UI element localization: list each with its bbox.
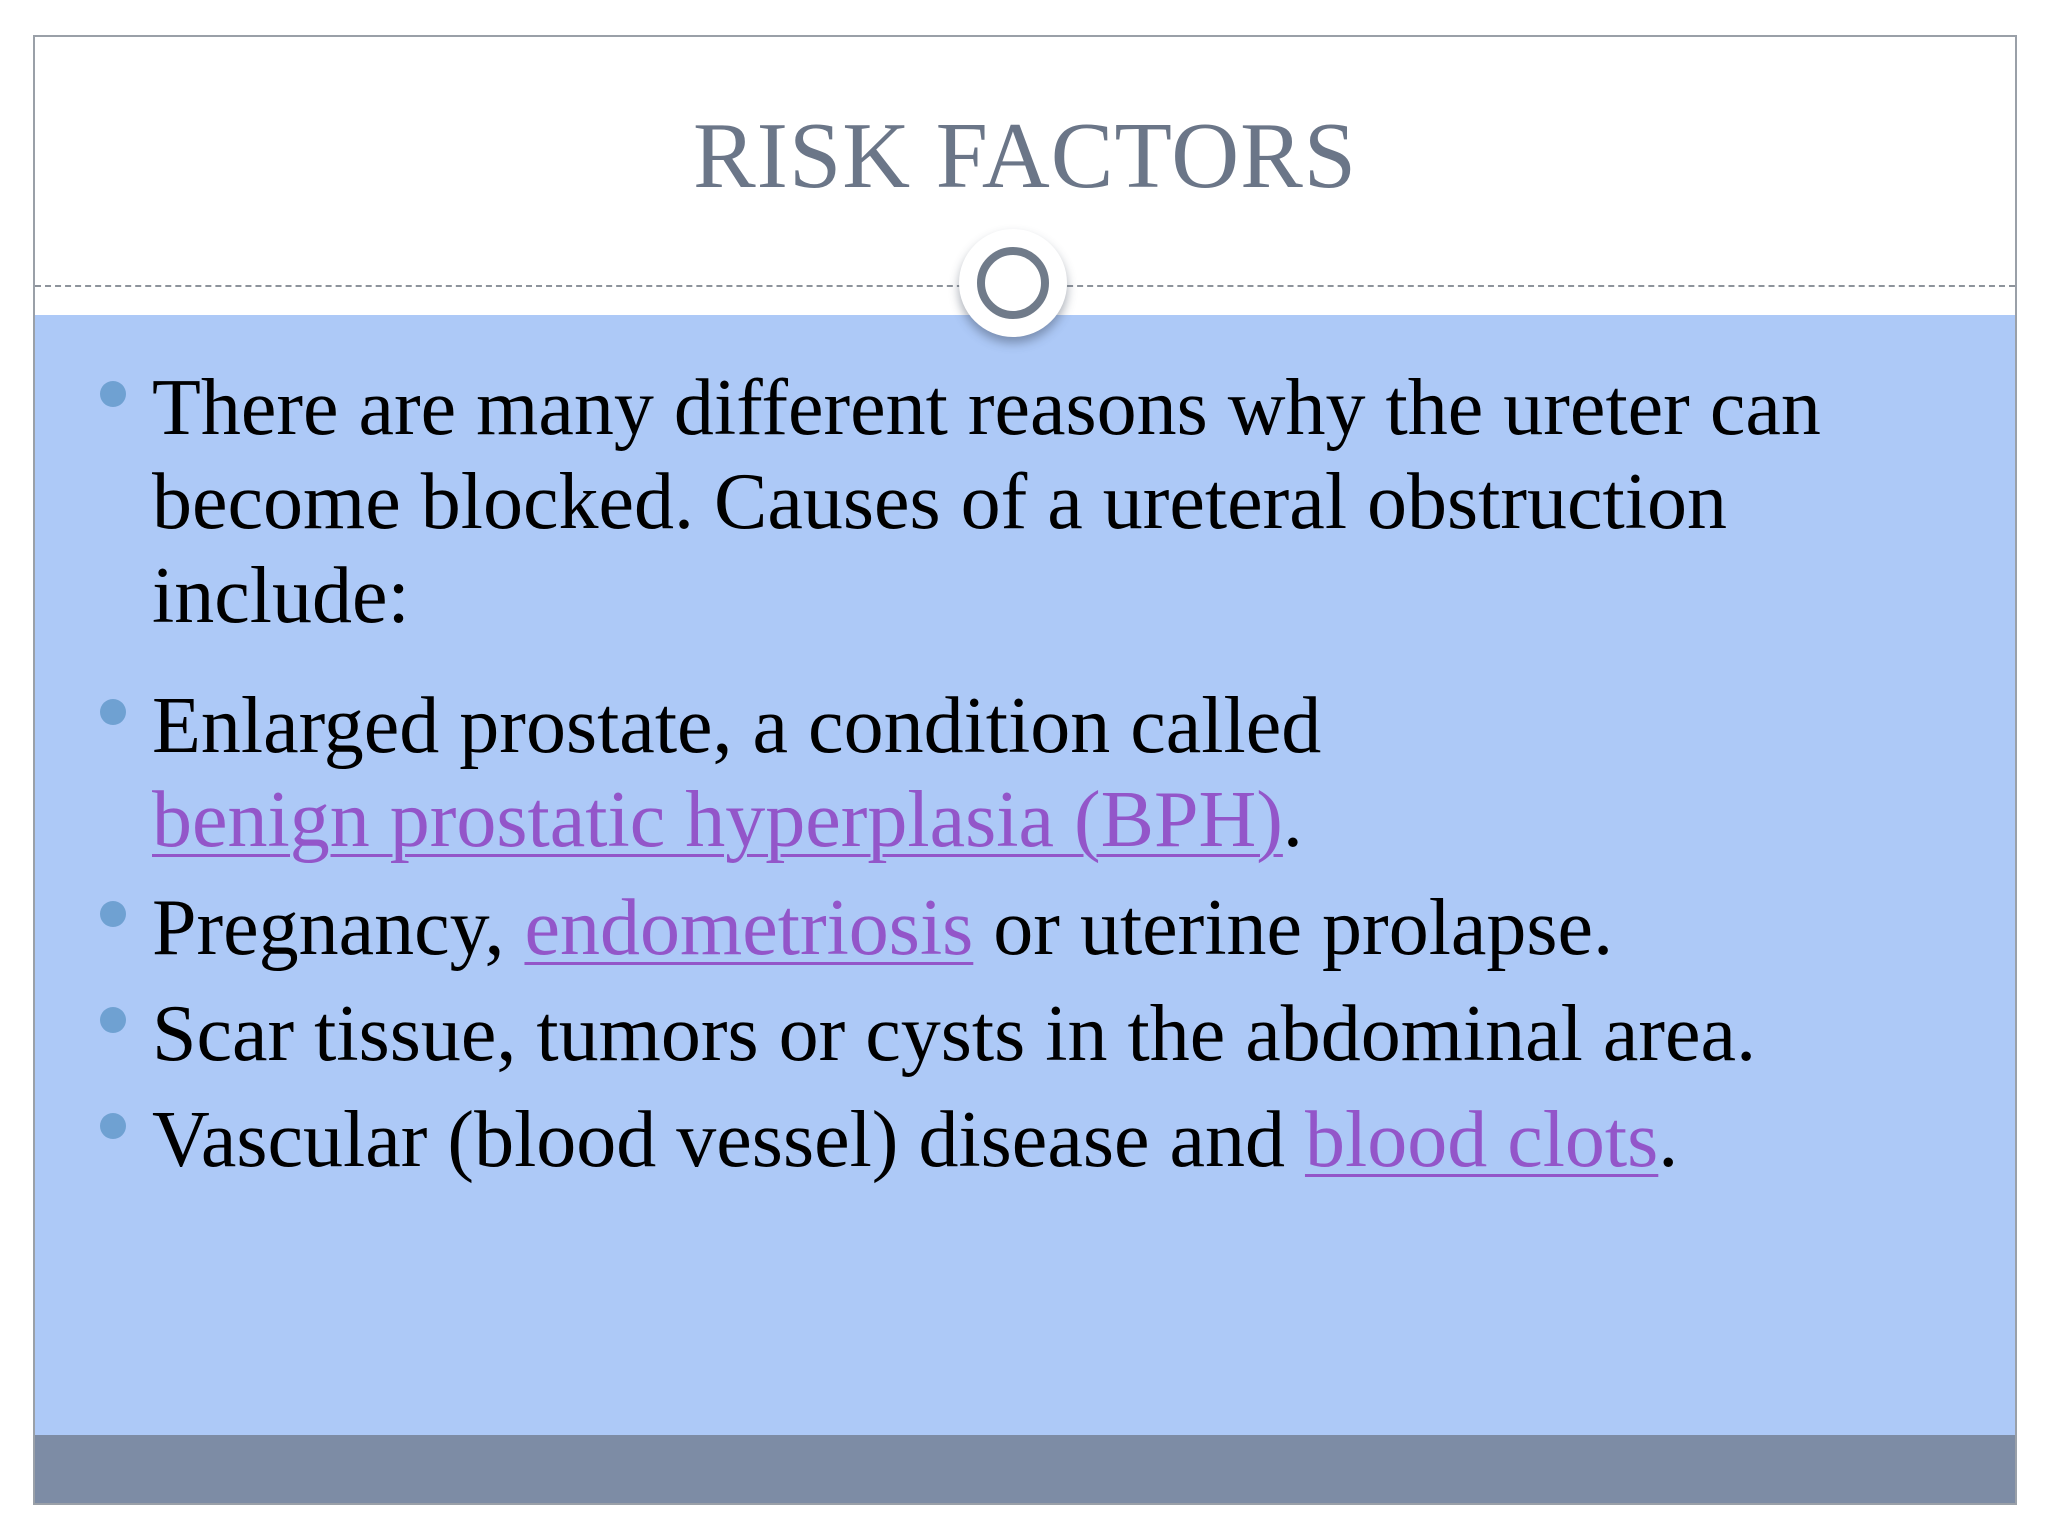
slide: [33, 35, 2017, 1505]
bullet-dot-icon: [100, 1113, 126, 1139]
bullet-dot-icon: [100, 1007, 126, 1033]
slide-title: RISK FACTORS: [692, 104, 1358, 208]
bullet-text: Pregnancy,: [152, 884, 525, 972]
bullet-text-end: or uterine prolapse.: [973, 884, 1614, 972]
bullet-text-end: .: [1658, 1096, 1679, 1184]
blood-clots-link[interactable]: blood clots: [1304, 1096, 1659, 1184]
bullet-item-2: [152, 679, 1982, 867]
slide-content: [35, 315, 2015, 1435]
bullet-text-end: .: [1282, 776, 1303, 864]
bullet-item-4: [152, 987, 1982, 1081]
bullet-text: There are many different reasons why the ureter can become blocked. Causes of a ureteral obstruction include:: [152, 364, 1821, 640]
bullet-text: Enlarged prostate, a condition called: [152, 682, 1322, 770]
bullet-item-5: [152, 1093, 1982, 1187]
bullet-dot-icon: [100, 699, 126, 725]
footer-bar: [35, 1435, 2015, 1505]
ring-ornament-icon: [959, 229, 1067, 337]
bullet-dot-icon: [100, 901, 126, 927]
ring-inner: [977, 247, 1049, 319]
bullet-item-1: [152, 361, 1982, 643]
bullet-dot-icon: [100, 381, 126, 407]
bph-link[interactable]: benign prostatic hyperplasia (BPH): [152, 776, 1283, 864]
bullet-item-3: [152, 881, 1982, 975]
endometriosis-link[interactable]: endometriosis: [524, 884, 974, 972]
bullet-text: Vascular (blood vessel) disease and: [152, 1096, 1305, 1184]
bullet-text: Scar tissue, tumors or cysts in the abdominal area.: [152, 990, 1757, 1078]
